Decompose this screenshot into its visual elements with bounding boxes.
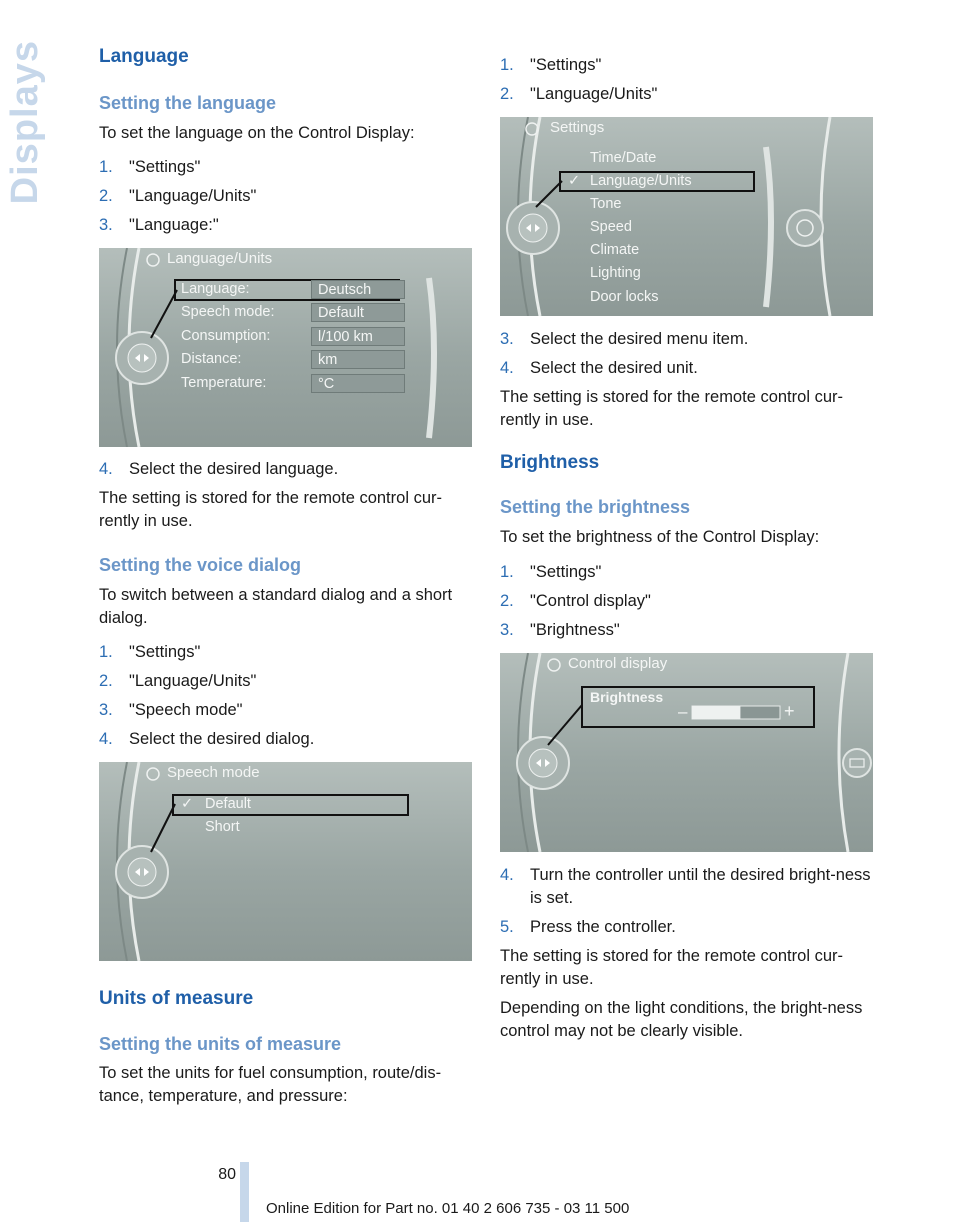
menu-row-value: l/100 km	[311, 327, 405, 346]
list-number: 1.	[500, 563, 514, 581]
list-text: Select the desired dialog.	[129, 730, 315, 748]
list-text: "Settings"	[530, 56, 602, 74]
screen-title: Speech mode	[167, 764, 260, 781]
units-intro: To set the units for fuel consumption, route/dis-tance, temperature, and pressure:	[99, 1064, 442, 1105]
units-sub-heading: Setting the units of measure	[99, 1034, 342, 1054]
list-text: "Settings"	[129, 158, 201, 176]
brightness-label: Brightness	[590, 689, 664, 705]
menu-row-value: km	[311, 350, 405, 369]
list-number: 2.	[99, 187, 113, 205]
section-side-tab: Displays	[4, 40, 46, 205]
language-heading: Language	[99, 46, 189, 67]
minus-icon: –	[678, 702, 688, 721]
menu-item: Door locks	[590, 289, 659, 305]
speech-mode-screen	[99, 762, 472, 961]
screen-bezel-graphic	[99, 762, 472, 961]
brightness-heading: Brightness	[500, 452, 600, 473]
setting-language-intro: To set the language on the Control Display:	[99, 124, 415, 142]
menu-item: Tone	[590, 196, 622, 212]
menu-row-label: Temperature:	[181, 375, 267, 391]
list-number: 2.	[99, 672, 113, 690]
list-text: Turn the controller until the desired bright-ness is set.	[530, 866, 871, 907]
screen-title: Control display	[568, 655, 668, 672]
language-units-screen	[99, 248, 472, 447]
page-number: 80	[218, 1166, 236, 1183]
menu-row-label: Consumption:	[181, 328, 271, 344]
brightness-intro: To set the brightness of the Control Display:	[500, 528, 820, 546]
list-text: "Language/Units"	[129, 672, 257, 690]
brightness-sub-heading: Setting the brightness	[500, 497, 691, 517]
list-number: 3.	[500, 621, 514, 639]
stored-note: The setting is stored for the remote control cur-rently in use.	[99, 489, 442, 530]
list-number: 3.	[99, 216, 113, 234]
footer-bar	[240, 1162, 249, 1222]
stored-note: The setting is stored for the remote control cur-rently in use.	[500, 947, 843, 988]
list-number: 1.	[99, 158, 113, 176]
brightness-slider-fill	[692, 706, 740, 719]
screen-bezel-graphic	[500, 653, 873, 852]
list-text: "Settings"	[129, 643, 201, 661]
menu-item: Climate	[590, 242, 640, 258]
menu-row-value: °C	[311, 374, 405, 393]
list-number: 3.	[99, 701, 113, 719]
list-number: 4.	[99, 460, 113, 478]
menu-item: Speed	[590, 219, 632, 235]
list-text: "Speech mode"	[129, 701, 243, 719]
list-number: 4.	[99, 730, 113, 748]
voice-dialog-heading: Setting the voice dialog	[99, 555, 302, 575]
list-number: 4.	[500, 866, 514, 884]
list-text: Select the desired unit.	[530, 359, 698, 377]
menu-row-value: Default	[311, 303, 405, 322]
list-text: Select the desired menu item.	[530, 330, 749, 348]
list-number: 2.	[500, 85, 514, 103]
screen-bezel-graphic	[500, 117, 873, 316]
units-heading: Units of measure	[99, 988, 254, 1009]
plus-icon: +	[784, 701, 795, 721]
menu-row-label: Language:	[181, 281, 250, 297]
list-text: "Settings"	[530, 563, 602, 581]
list-text: Press the controller.	[530, 918, 676, 936]
menu-item: Language/Units	[590, 173, 692, 189]
control-display-screen	[500, 653, 873, 852]
menu-item: Short	[205, 819, 240, 835]
menu-item: Default	[205, 796, 251, 812]
list-number: 2.	[500, 592, 514, 610]
screen-title: Language/Units	[167, 250, 273, 267]
list-text: Select the desired language.	[129, 460, 339, 478]
menu-row-label: Distance:	[181, 351, 242, 367]
settings-screen	[500, 117, 873, 316]
menu-item: Lighting	[590, 265, 641, 281]
list-number: 5.	[500, 918, 514, 936]
check-icon: ✓	[181, 796, 194, 812]
list-text: "Brightness"	[530, 621, 620, 639]
list-number: 4.	[500, 359, 514, 377]
list-number: 3.	[500, 330, 514, 348]
screen-bezel-graphic	[99, 248, 472, 447]
list-text: "Language/Units"	[129, 187, 257, 205]
list-text: "Language:"	[129, 216, 219, 234]
edition-note: Online Edition for Part no. 01 40 2 606 735 - 03 11 500	[266, 1200, 630, 1217]
check-icon: ✓	[568, 173, 581, 189]
stored-note: The setting is stored for the remote control cur-rently in use.	[500, 388, 843, 429]
menu-row-value: Deutsch	[311, 280, 405, 299]
menu-row-label: Speech mode:	[181, 304, 275, 320]
voice-dialog-intro: To switch between a standard dialog and a short dialog.	[99, 586, 453, 627]
list-number: 1.	[99, 643, 113, 661]
setting-language-heading: Setting the language	[99, 93, 277, 113]
menu-item: Time/Date	[590, 150, 657, 166]
visibility-note: Depending on the light conditions, the bright-ness control may not be clearly visible.	[500, 999, 863, 1040]
list-text: "Language/Units"	[530, 85, 658, 103]
list-text: "Control display"	[530, 592, 651, 610]
screen-title: Settings	[550, 119, 605, 136]
list-number: 1.	[500, 56, 514, 74]
